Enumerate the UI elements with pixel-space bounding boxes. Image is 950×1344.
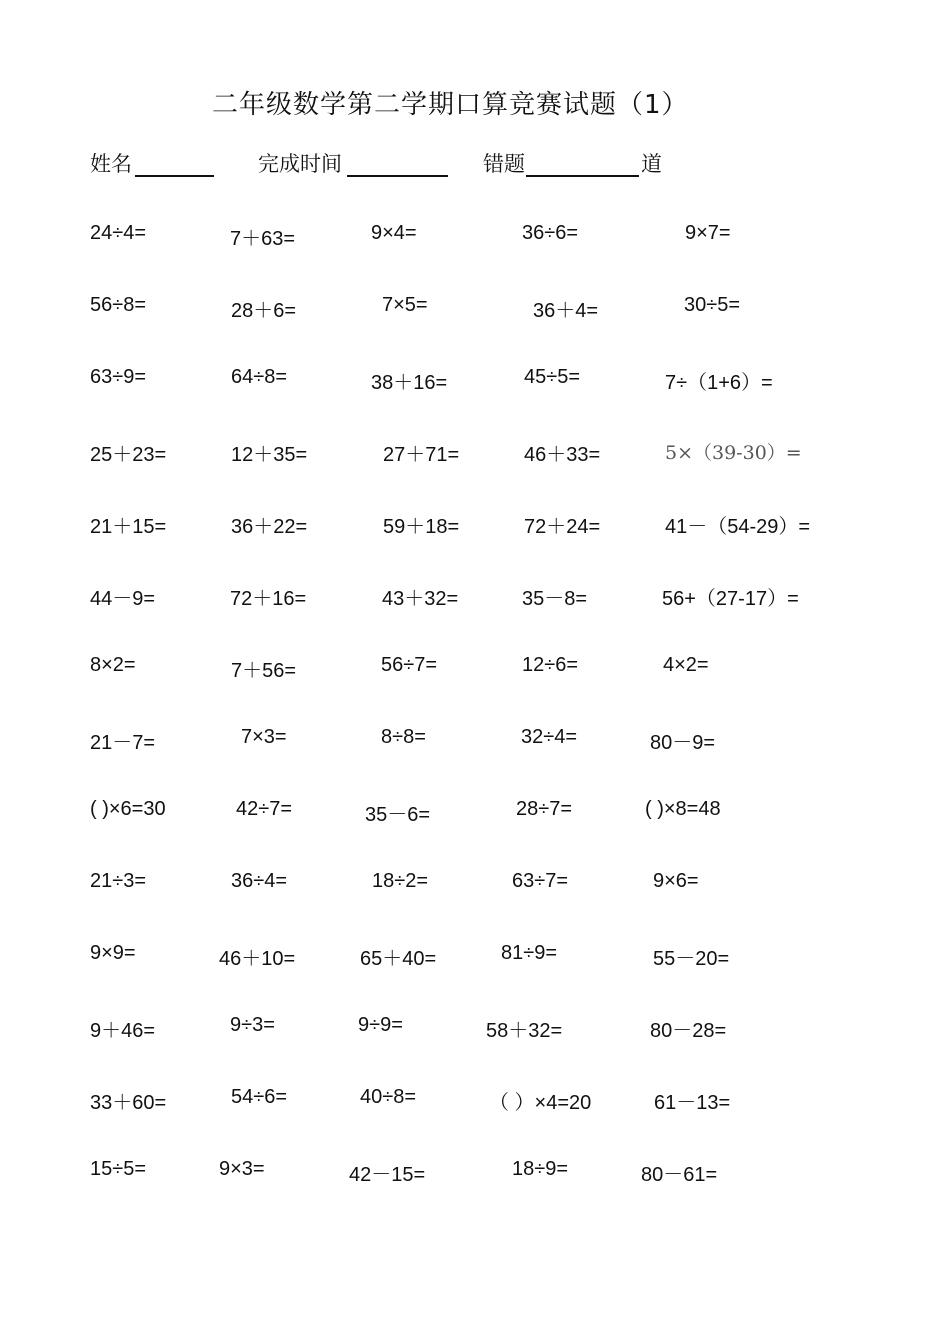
problem-r13-c2: 54÷6=: [231, 1086, 288, 1108]
problem-r6-c4: 35－8=: [522, 588, 588, 610]
problem-r3-c2: 64÷8=: [231, 366, 288, 388]
problem-r10-c5: 9×6=: [653, 870, 699, 892]
problem-r3-c4: 45÷5=: [524, 366, 581, 388]
problem-r8-c3: 8÷8=: [381, 726, 426, 748]
problem-r2-c3: 7×5=: [382, 294, 428, 316]
problem-r8-c4: 32÷4=: [521, 726, 578, 748]
problem-r4-c1: 25＋23=: [90, 444, 167, 466]
problem-r7-c3: 56÷7=: [381, 654, 438, 676]
name-blank[interactable]: [135, 175, 214, 177]
problem-r2-c1: 56÷8=: [90, 294, 147, 316]
problem-r5-c4: 72＋24=: [524, 516, 601, 538]
problem-r14-c5: 80－61=: [641, 1164, 718, 1186]
problem-r5-c3: 59＋18=: [383, 516, 460, 538]
problem-r13-c1: 33＋60=: [90, 1092, 167, 1114]
problem-r4-c4: 46＋33=: [524, 444, 601, 466]
problem-r6-c1: 44－9=: [90, 588, 156, 610]
problem-r14-c1: 15÷5=: [90, 1158, 147, 1180]
problem-r3-c3: 38＋16=: [371, 372, 448, 394]
problem-r11-c5: 55－20=: [653, 948, 730, 970]
problem-r9-c1: ( )×6=30: [90, 798, 166, 820]
wrong-count-blank[interactable]: [526, 175, 639, 177]
problem-r7-c2: 7＋56=: [231, 660, 297, 682]
problem-r8-c2: 7×3=: [241, 726, 287, 748]
problem-r11-c4: 81÷9=: [501, 942, 558, 964]
problem-r10-c3: 18÷2=: [372, 870, 429, 892]
problem-r4-c2: 12＋35=: [231, 444, 308, 466]
name-label: 姓名: [90, 152, 132, 176]
problem-r1-c4: 36÷6=: [522, 222, 579, 244]
problem-r1-c5: 9×7=: [685, 222, 731, 244]
problem-r13-c3: 40÷8=: [360, 1086, 417, 1108]
problem-r1-c1: 24÷4=: [90, 222, 147, 244]
problem-r1-c3: 9×4=: [371, 222, 417, 244]
problem-r8-c5: 80－9=: [650, 732, 716, 754]
problem-r5-c2: 36＋22=: [231, 516, 308, 538]
problem-r11-c2: 46＋10=: [219, 948, 296, 970]
problem-r7-c1: 8×2=: [90, 654, 136, 676]
problem-r2-c5: 30÷5=: [684, 294, 741, 316]
problem-r5-c1: 21＋15=: [90, 516, 167, 538]
problem-r12-c2: 9÷3=: [230, 1014, 275, 1036]
unit-label: 道: [641, 152, 662, 176]
problem-r7-c5: 4×2=: [663, 654, 709, 676]
problem-r7-c4: 12÷6=: [522, 654, 579, 676]
time-label: 完成时间: [258, 152, 342, 176]
problem-r10-c1: 21÷3=: [90, 870, 147, 892]
problem-r9-c5: ( )×8=48: [645, 798, 721, 820]
problem-r4-c5: 5×（39-30）=: [665, 442, 802, 464]
problem-r14-c4: 18÷9=: [512, 1158, 569, 1180]
problem-r11-c3: 65＋40=: [360, 948, 437, 970]
problem-r12-c5: 80－28=: [650, 1020, 727, 1042]
problem-r13-c4: （ ）×4=20: [489, 1092, 592, 1114]
problem-r4-c3: 27＋71=: [383, 444, 460, 466]
problem-r11-c1: 9×9=: [90, 942, 136, 964]
problem-r3-c5: 7÷（1+6）=: [665, 372, 773, 394]
problem-r2-c4: 36＋4=: [533, 300, 599, 322]
time-blank[interactable]: [347, 175, 448, 177]
problem-r14-c2: 9×3=: [219, 1158, 265, 1180]
problem-r13-c5: 61－13=: [654, 1092, 731, 1114]
problem-r1-c2: 7＋63=: [230, 228, 296, 250]
problem-r12-c1: 9＋46=: [90, 1020, 156, 1042]
problem-r5-c5: 41－（54-29）=: [665, 516, 811, 538]
problem-r6-c2: 72＋16=: [230, 588, 307, 610]
problem-r3-c1: 63÷9=: [90, 366, 147, 388]
problem-r12-c3: 9÷9=: [358, 1014, 403, 1036]
problem-r10-c4: 63÷7=: [512, 870, 569, 892]
problem-r14-c3: 42－15=: [349, 1164, 426, 1186]
problem-r8-c1: 21－7=: [90, 732, 156, 754]
problem-r2-c2: 28＋6=: [231, 300, 297, 322]
problem-r6-c5: 56+（27-17）=: [662, 588, 799, 610]
page-title: 二年级数学第二学期口算竞赛试题（1）: [212, 90, 689, 120]
problem-r10-c2: 36÷4=: [231, 870, 288, 892]
problem-r9-c4: 28÷7=: [516, 798, 573, 820]
problem-r9-c2: 42÷7=: [236, 798, 293, 820]
problem-r6-c3: 43＋32=: [382, 588, 459, 610]
problem-r9-c3: 35－6=: [365, 804, 431, 826]
wrong-count-label: 错题: [483, 152, 525, 176]
problem-r12-c4: 58＋32=: [486, 1020, 563, 1042]
